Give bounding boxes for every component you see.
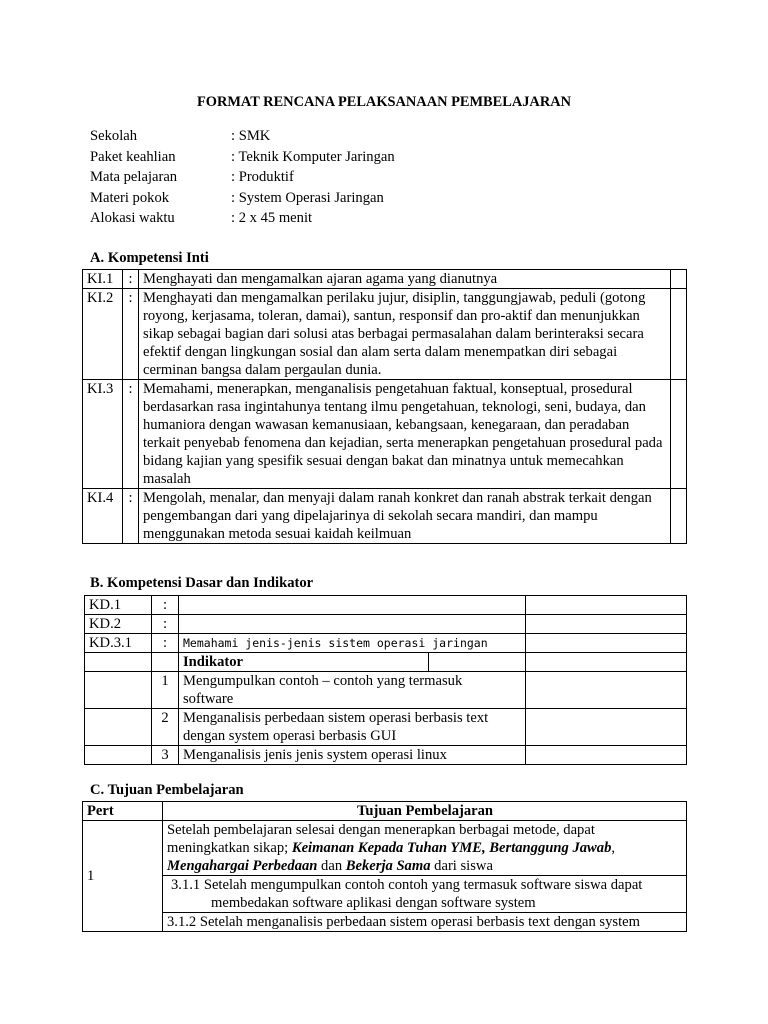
kd-text [179,596,526,615]
kd-empty-cell [526,634,687,653]
tujuan-item [163,913,687,932]
tujuan-item-line: 3.1.1 Setelah mengumpulkan contoh contoh yang termasuk software siswa dapat [171,877,643,893]
table-header-row [83,802,687,821]
kd-colon: : [152,615,179,634]
tujuan-pembelajaran-table [82,801,687,932]
kompetensi-inti-table [82,269,687,544]
kd-text [179,615,526,634]
intro-emphasis: Mengahargai Perbedaan [167,858,318,874]
info-block [90,126,395,229]
table-row [83,876,687,913]
intro-text: dari siswa [430,858,493,874]
column-header-pert: Pert [83,802,163,821]
table-row [83,489,687,544]
kd-code: KD.3.1 [85,634,152,653]
ki-empty-cell [671,380,687,489]
empty-cell [526,746,687,765]
indikator-text: Menganalisis jenis jenis system operasi linux [179,746,526,765]
table-row [83,380,687,489]
tujuan-item-line: membedakan software aplikasi dengan software system [211,895,536,911]
table-row [85,746,687,765]
ki-text: Menghayati dan mengamalkan ajaran agama yang dianutnya [139,270,671,289]
intro-text: , [611,840,616,856]
document-title: FORMAT RENCANA PELAKSANAAN PEMBELAJARAN [196,94,572,110]
table-row [83,270,687,289]
info-row-mata-pelajaran [90,167,395,188]
empty-cell [85,709,152,746]
ki-text: Menghayati dan mengamalkan perilaku jujur, disiplin, tanggungjawab, peduli (gotong royong, kerjasama, toleran, damai), santun, responsif dan pro-aktif dan menunjukkan sikap sebagai bagian dari solusi atas berbagai permasalahan dalam berinteraksi secara efektif dengan lingkungan sosial dan alam serta dalam menempatkan diri sebagai cerminan bangsa dalam pergaulan dunia. [139,289,671,380]
tujuan-intro [163,821,687,876]
table-row [83,913,687,932]
ki-colon: : [123,270,139,289]
indikator-number: 2 [152,709,179,746]
info-value: : SMK [231,128,271,144]
table-row [83,821,687,876]
table-row [85,653,687,672]
info-label: Materi pokok [90,189,170,206]
intro-text: Setelah pembelajaran selesai dengan menerapkan berbagai metode, dapat meningkatkan sikap; [167,822,595,856]
intro-emphasis: Keimanan Kepada Tuhan YME, Bertanggung Jawab [291,840,612,856]
empty-cell [526,709,687,746]
ki-text: Memahami, menerapkan, menganalisis pengetahuan faktual, konseptual, prosedural berdasarkan rasa ingintahunya tentang ilmu pengetahuan, teknologi, seni, budaya, dan humaniora dengan wawasan kemanusiaan, kebangsaan, kenegaraan, dan peradaban terkait penyebab fenomena dan kejadian, serta menerapkan pengetahuan prosedural pada bidang kajian yang spesifik sesuai dengan bakat dan minatnya untuk memecahkan masalah [139,380,671,489]
table-row [85,596,687,615]
empty-cell [85,672,152,709]
empty-cell [152,653,179,672]
table-row [85,672,687,709]
section-b-heading: B. Kompetensi Dasar dan Indikator [90,575,314,591]
kd-colon: : [152,634,179,653]
ki-colon: : [123,489,139,544]
section-a-heading: A. Kompetensi Inti [90,250,209,266]
info-row-sekolah [90,126,395,147]
ki-empty-cell [671,270,687,289]
kd-colon: : [152,596,179,615]
ki-empty-cell [671,489,687,544]
table-row [83,289,687,380]
kd-code: KD.1 [85,596,152,615]
tujuan-item [163,876,687,913]
info-row-alokasi-waktu [90,208,395,229]
indikator-number: 1 [152,672,179,709]
empty-cell [526,653,687,672]
indikator-text: Mengumpulkan contoh – contoh yang termasuk software [179,672,526,709]
table-row [85,615,687,634]
kd-text: Memahami jenis-jenis sistem operasi jaringan [179,634,526,653]
intro-text: dan [317,858,346,874]
info-label: Paket keahlian [90,148,176,165]
ki-colon: : [123,289,139,380]
ki-text: Mengolah, menalar, dan menyaji dalam ranah konkret dan ranah abstrak terkait dengan pengembangan dari yang dipelajarinya di sekolah secara mandiri, dan mampu menggunakan metoda sesuai kaidah keilmuan [139,489,671,544]
intro-emphasis: Bekerja Sama [345,858,431,874]
info-value: : Teknik Komputer Jaringan [231,148,395,165]
info-value: : System Operasi Jaringan [231,189,384,206]
kd-empty-cell [526,615,687,634]
column-header-tujuan: Tujuan Pembelajaran [163,802,687,821]
ki-code: KI.4 [83,489,123,544]
empty-cell [429,653,526,672]
table-row [85,634,687,653]
info-row-materi-pokok [90,188,395,209]
info-label: Sekolah [90,128,138,144]
ki-empty-cell [671,289,687,380]
ki-code: KI.3 [83,380,123,489]
info-value: : Produktif [231,169,294,186]
empty-cell [85,746,152,765]
info-value: : 2 x 45 menit [231,210,313,227]
section-c-heading: C. Tujuan Pembelajaran [90,782,244,798]
table-row [85,709,687,746]
info-label: Alokasi waktu [90,210,175,227]
tujuan-item-line: 3.1.2 Setelah menganalisis perbedaan sistem operasi berbasis text dengan system [167,914,640,930]
kd-code: KD.2 [85,615,152,634]
info-row-paket-keahlian [90,147,395,168]
indikator-number: 3 [152,746,179,765]
kd-empty-cell [526,596,687,615]
ki-code: KI.1 [83,270,123,289]
empty-cell [85,653,152,672]
ki-colon: : [123,380,139,489]
indikator-heading: Indikator [179,653,429,672]
indikator-text: Menganalisis perbedaan sistem operasi berbasis text dengan system operasi berbasis GUI [179,709,526,746]
ki-code: KI.2 [83,289,123,380]
empty-cell [526,672,687,709]
kompetensi-dasar-table [84,595,687,765]
pert-number: 1 [83,821,163,932]
info-label: Mata pelajaran [90,169,178,186]
